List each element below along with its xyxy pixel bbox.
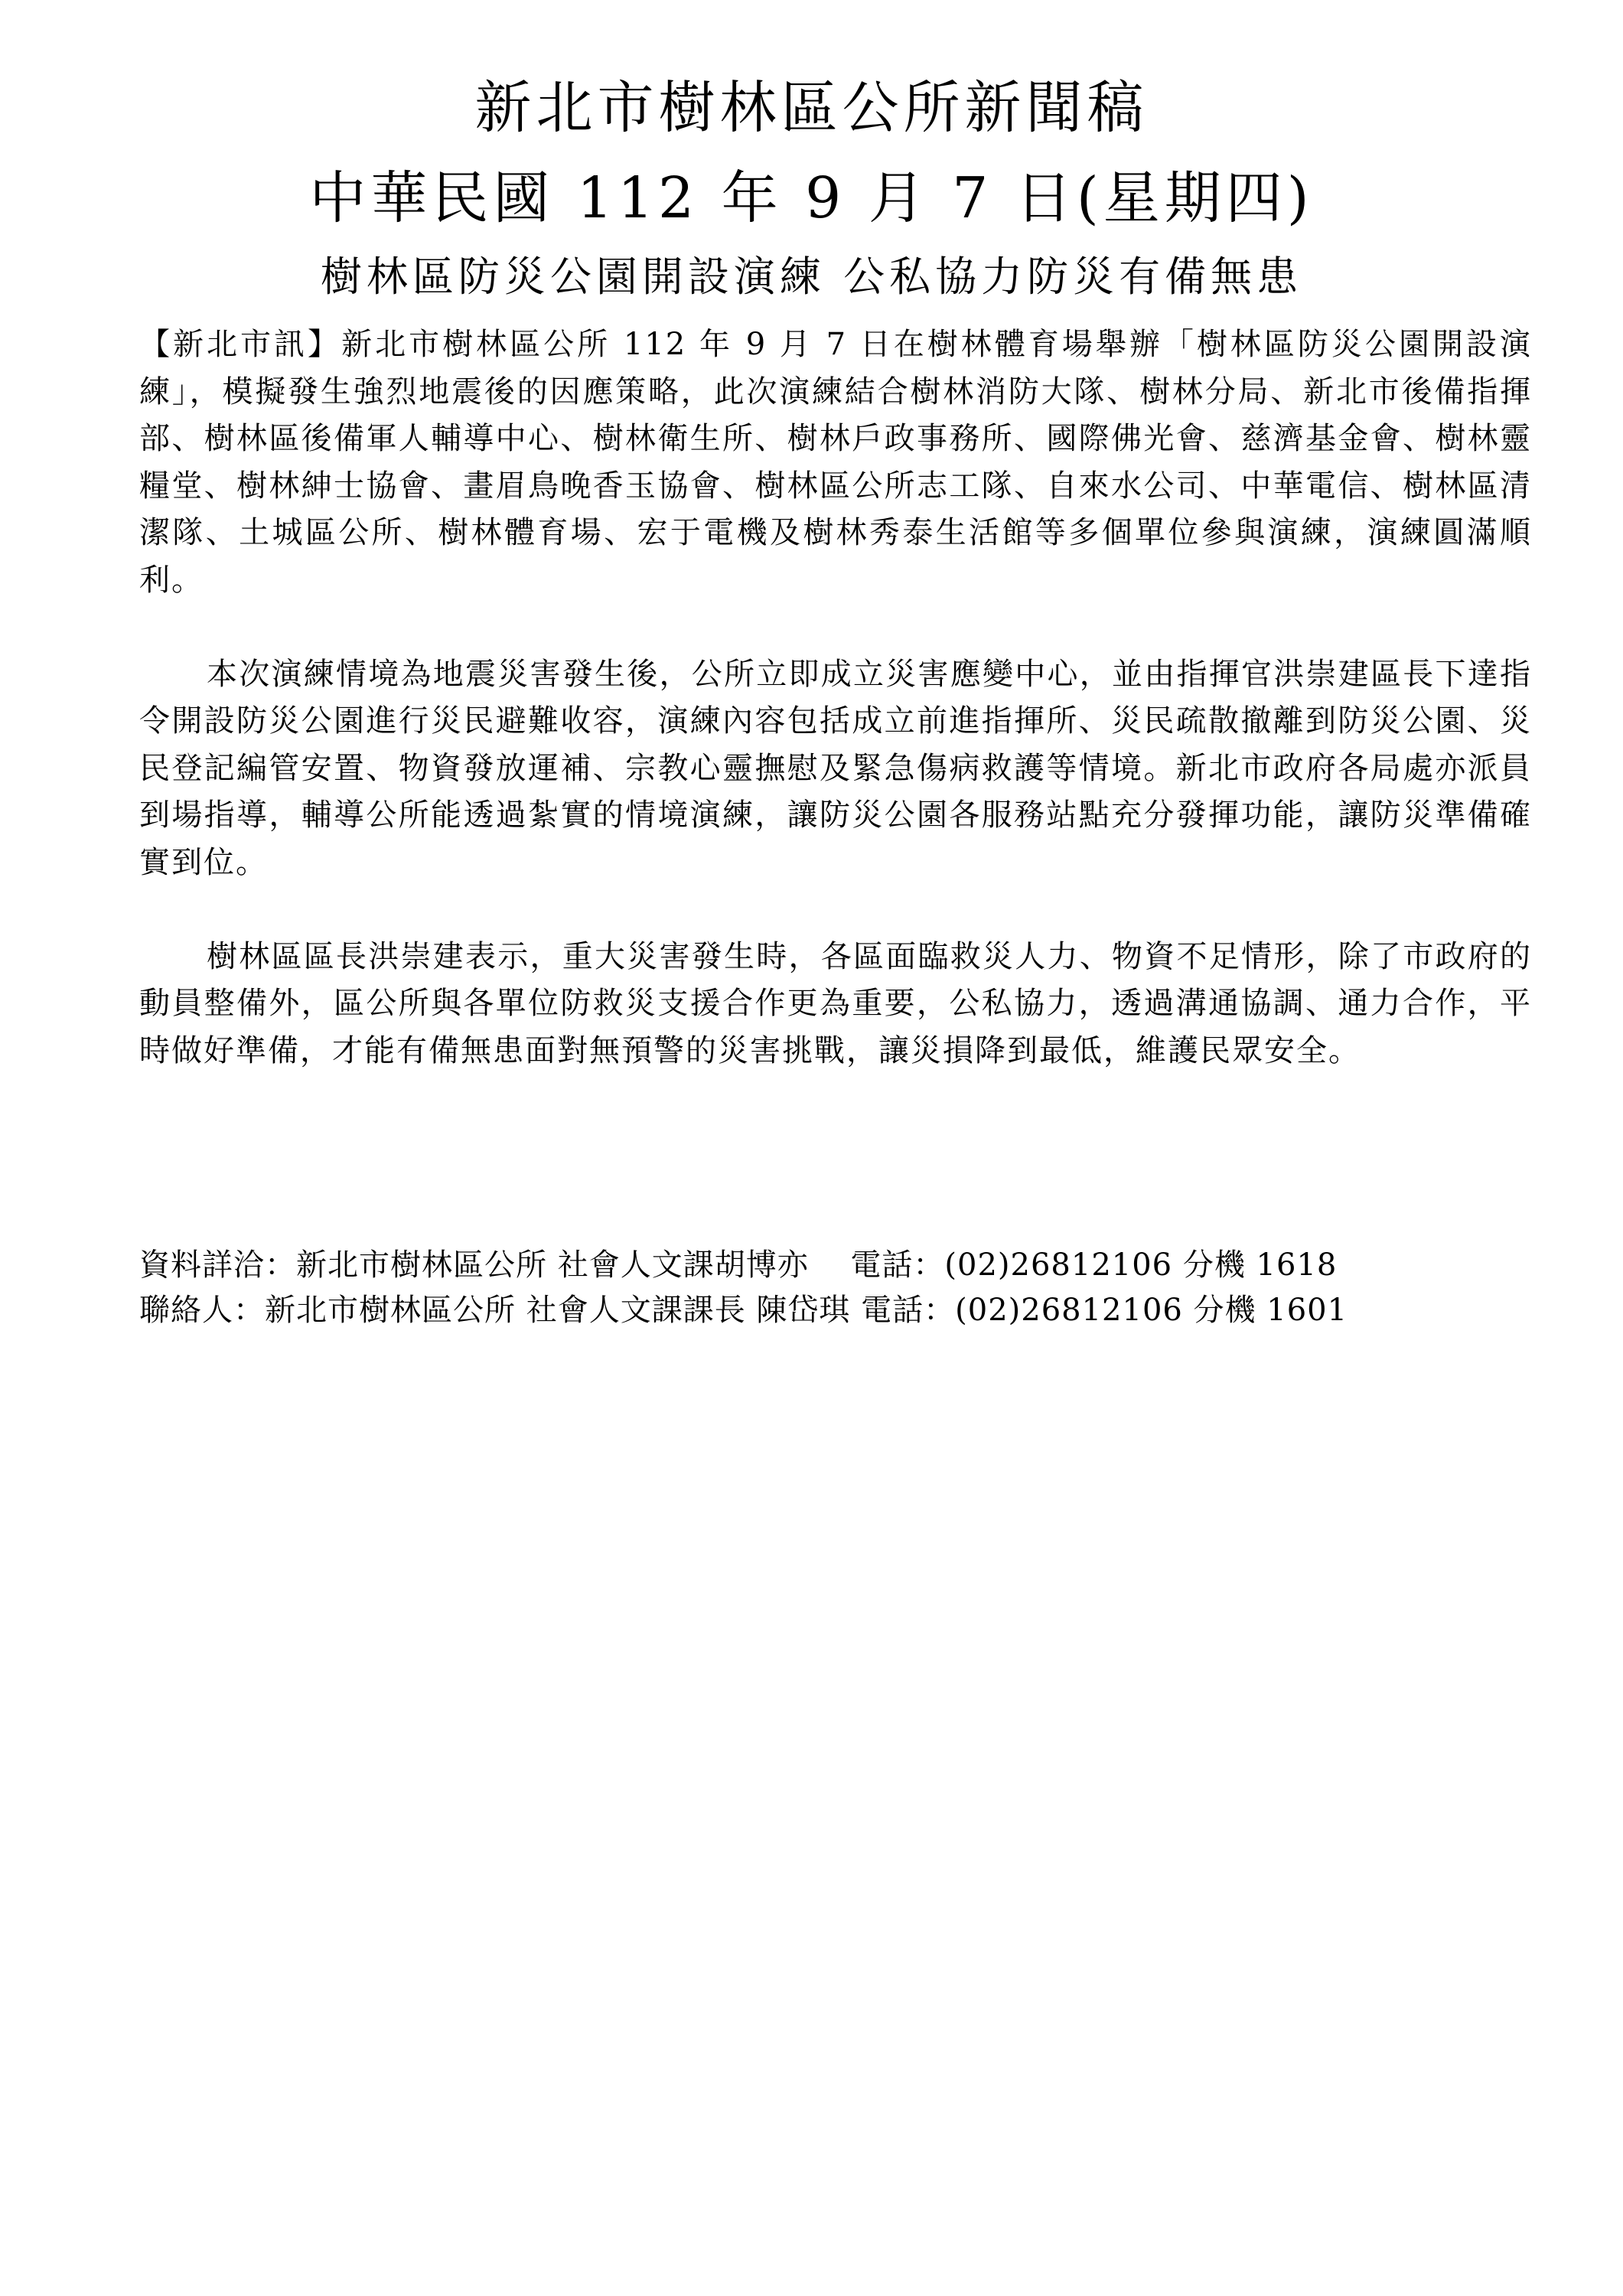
contact-info-line: 資料詳洽：新北市樹林區公所 社會人文課胡博亦 電話：(02)26812106 分機 1618 bbox=[139, 1247, 1338, 1283]
news-headline: 樹林區防災公園開設演練 公私協力防災有備無患 bbox=[320, 253, 1303, 301]
document-date: 中華民國 112 年 9 月 7 日(星期四) bbox=[309, 165, 1314, 231]
article-body bbox=[139, 321, 1532, 1075]
contact-person-line: 聯絡人：新北市樹林區公所 社會人文課課長 陳岱琪 電話：(02)26812106 分機 1601 bbox=[139, 1293, 1348, 1328]
paragraph-drill-details: 本次演練情境為地震災害發生後，公所立即成立災害應變中心，並由指揮官洪崇建區長下達指令開設防災公園進行災民避難收容，演練內容包括成立前進指揮所、災民疏散撤離到防災公園、災民登記編管安置、物資發放運補、宗教心靈撫慰及緊急傷病救護等情境。新北市政府各局處亦派員到場指導，輔導公所能透過紮實的情境演練，讓防災公園各服務站點充分發揮功能，讓防災準備確實到位。 bbox=[139, 656, 1532, 880]
document-title: 新北市樹林區公所新聞稿 bbox=[474, 75, 1149, 141]
paragraph-mayor-statement: 樹林區區長洪崇建表示，重大災害發生時，各區面臨救災人力、物資不足情形，除了市政府的動員整備外，區公所與各單位防救災支援合作更為重要，公私協力，透過溝通協調、通力合作，平時做好準備，才能有備無患面對無預警的災害挑戰，讓災損降到最低，維護民眾安全。 bbox=[139, 938, 1532, 1068]
title-block bbox=[0, 63, 1623, 243]
contact-block bbox=[139, 1243, 1532, 1333]
paragraph-intro: 【新北市訊】新北市樹林區公所 112 年 9 月 7 日在樹林體育場舉辦「樹林區防災公園開設演練」，模擬發生強烈地震後的因應策略，此次演練結合樹林消防大隊、樹林分局、新北市後備指揮部、樹林區後備軍人輔導中心、樹林衛生所、樹林戶政事務所、國際佛光會、慈濟基金會、樹林靈糧堂、樹林紳士協會、畫眉鳥晚香玉協會、樹林區公所志工隊、自來水公司、中華電信、樹林區清潔隊、土城區公所、樹林體育場、宏于電機及樹林秀泰生活館等多個單位參與演練，演練圓滿順利。 bbox=[139, 327, 1532, 598]
